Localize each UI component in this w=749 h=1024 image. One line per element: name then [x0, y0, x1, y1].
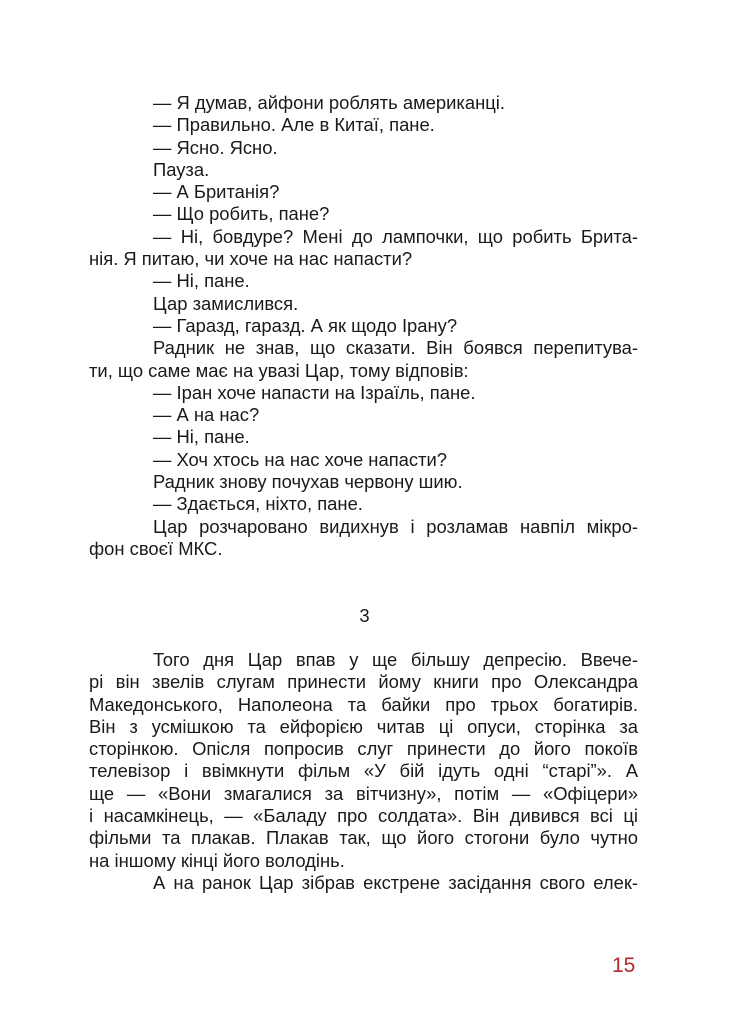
- text-line: — А на нас?: [153, 404, 260, 426]
- page-number: 15: [612, 954, 636, 977]
- text-line: Радник не знав, що сказати. Він боявся перепитува-: [153, 337, 638, 359]
- text-line: рі він звелів слугам принести йому книги про Олександра: [89, 671, 638, 693]
- text-line: Пауза.: [153, 158, 210, 180]
- text-line: Він з усмішкою та ейфорією читав ці опуси, сторінка за: [89, 715, 638, 737]
- text-line: — Ні, пане.: [153, 270, 250, 292]
- text-line: Того дня Цар впав у ще більшу депресію. Ввече-: [153, 649, 638, 670]
- text-line: — Що робить, пане?: [153, 203, 330, 225]
- text-line: на іншому кінці його володінь.: [89, 849, 345, 871]
- text-line: Цар замислився.: [153, 292, 299, 314]
- text-line: Цар розчаровано видихнув і розламав навпіл мікро-: [153, 515, 638, 537]
- text-line: — А Британія?: [153, 181, 280, 203]
- text-line: Македонського, Наполеона та байки про трьох богатирів.: [89, 693, 638, 715]
- text-line: нія. Я питаю, чи хоче на нас напасти?: [89, 248, 413, 270]
- text-line: фон своєї МКС.: [89, 537, 223, 559]
- text-line: ти, що саме має на увазі Цар, тому відповів:: [89, 359, 469, 381]
- text-line: і насамкінець, — «Баладу про солдата». Він дивився всі ці: [89, 805, 638, 827]
- text-line: сторінкою. Опісля попросив слуг принести до його покоїв: [89, 738, 638, 760]
- text-line: — Гаразд, гаразд. А як щодо Ірану?: [153, 314, 458, 336]
- text-line: — Ні, бовдуре? Мені до лампочки, що робить Брита-: [153, 225, 638, 247]
- text-line: — Правильно. Але в Китаї, пане.: [153, 114, 435, 136]
- text-line: телевізор і ввімкнути фільм «У бій ідуть одні “старі”». А: [89, 760, 638, 782]
- text-line: — Ясно. Ясно.: [153, 136, 278, 158]
- text-line: — Іран хоче напасти на Ізраїль, пане.: [153, 381, 476, 403]
- text-line: А на ранок Цар зібрав екстрене засідання свого елек-: [153, 871, 638, 893]
- text-line: Радник знову почухав червону шию.: [153, 471, 463, 493]
- text-line: — Ні, пане.: [153, 426, 250, 448]
- text-line: фільми та плакав. Плакав так, що його стогони було чутно: [89, 827, 638, 849]
- text-line: — Хоч хтось на нас хоче напасти?: [153, 448, 447, 470]
- chapter-number: 3: [359, 605, 370, 626]
- text-line: — Я думав, айфони роблять американці.: [153, 92, 505, 113]
- text-line: ще — «Вони змагалися за вітчизну», потім — «Офіцери»: [89, 782, 638, 804]
- dialogue-text-block: [89, 92, 638, 560]
- chapter-text-block: [89, 649, 638, 894]
- text-line: — Здається, ніхто, пане.: [153, 493, 363, 515]
